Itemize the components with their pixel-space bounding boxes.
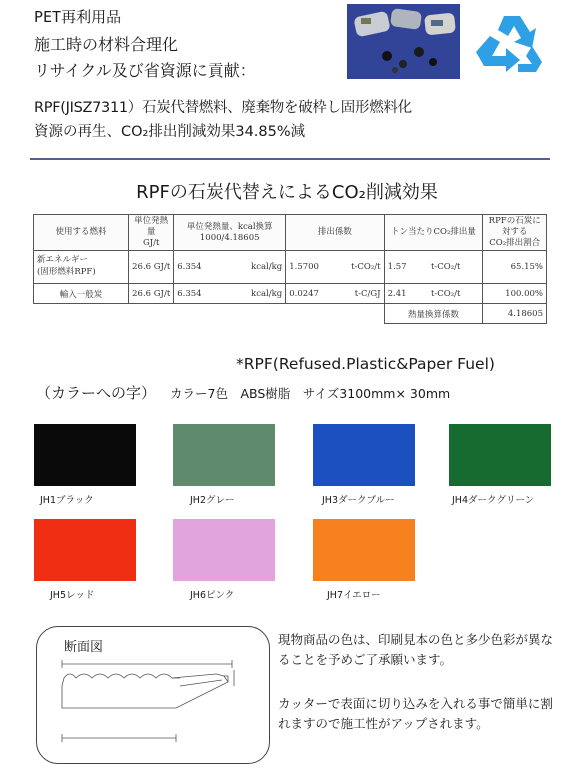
color-spec-detail: カラー7色 ABS樹脂 サイズ3100mm× 30mm	[170, 386, 451, 401]
table-cell: 2.41	[384, 284, 428, 304]
table-blank-cell	[34, 304, 385, 324]
swatch-jh1-black	[34, 424, 136, 486]
table-header-cell: 排出係数	[286, 215, 384, 251]
table-header-cell: 使用する燃料	[34, 215, 129, 251]
swatch-label: JH1ブラック	[40, 495, 94, 506]
table-row	[34, 284, 547, 304]
table-header-cell: トン当たりCO₂排出量	[384, 215, 483, 251]
swatch-jh6-pink	[173, 519, 275, 581]
cross-section-title: 断面図	[64, 640, 104, 655]
section-divider	[30, 158, 550, 160]
intro-line-5: 資源の再生、CO₂排出削減効果34.85%減	[34, 124, 306, 140]
swatch-jh7-yellow	[313, 519, 415, 581]
color-disclaimer: 現物商品の色は、印刷見本の色と多少色彩が異なることを予めご了承願います。	[278, 632, 554, 667]
swatch-label: JH3ダークブルー	[322, 495, 395, 506]
swatch-label: JH2グレー	[190, 495, 235, 506]
table-header-cell: RPFの石炭に対する CO₂排出割合	[483, 215, 547, 251]
table-cell: kcal/kg	[216, 251, 285, 284]
table-cell: t-CO₂/t	[428, 251, 483, 284]
table-cell: 65.15%	[483, 251, 547, 284]
table-footer-label: 熱量換算係数	[384, 304, 483, 324]
recycle-icon	[470, 10, 554, 80]
table-header-cell: 単位発熱量 GJ/t	[129, 215, 174, 251]
table-header-row	[34, 215, 547, 251]
swatch-label: JH6ピンク	[190, 590, 235, 601]
intro-line-4: RPF(JISZ7311）石炭代替燃料、廃棄物を破枠し固形燃料化	[34, 100, 412, 116]
table-cell: 6.354	[174, 284, 217, 304]
table-cell: 新エネルギー (固形燃料RPF)	[34, 251, 129, 284]
table-cell: 1.57	[384, 251, 428, 284]
table-cell: 0.0247	[286, 284, 330, 304]
swatch-label: JH7イエロー	[327, 590, 381, 601]
color-spec-title: （カラーへの字）	[36, 384, 157, 402]
table-footer-row	[34, 304, 547, 324]
swatch-label: JH5レッド	[50, 590, 95, 601]
co2-table	[33, 214, 547, 324]
table-header-cell: 単位発熱量、kcal換算 1000/4.18605	[174, 215, 286, 251]
table-cell: t-C/GJ	[330, 284, 385, 304]
intro-line-3: リサイクル及び省資源に貢献：	[34, 61, 256, 80]
table-cell: 6.354	[174, 251, 217, 284]
cutting-note: カッターで表面に切り込みを入れる事で簡単に割れますので施工性がアップされます。	[278, 696, 553, 731]
table-cell: 1.5700	[286, 251, 330, 284]
cross-section-diagram	[56, 656, 252, 748]
table-cell: 100.00%	[483, 284, 547, 304]
table-cell: t-CO₂/t	[428, 284, 483, 304]
swatch-jh2-gray	[173, 424, 275, 486]
swatch-jh4-darkgreen	[449, 424, 551, 486]
table-cell: 輸入一般炭	[34, 284, 129, 304]
swatch-jh3-darkblue	[313, 424, 415, 486]
product-photo	[347, 4, 460, 79]
swatch-label: JH4ダークグリーン	[452, 495, 535, 506]
table-cell: 26.6 GJ/t	[129, 284, 174, 304]
table-cell: 26.6 GJ/t	[129, 251, 174, 284]
table-row	[34, 251, 547, 284]
rpf-footnote: *RPF(Refused.Plastic&Paper Fuel)	[236, 355, 495, 373]
swatch-jh5-red	[34, 519, 136, 581]
table-cell: t-CO₂/t	[330, 251, 385, 284]
table-footer-value: 4.18605	[483, 304, 547, 324]
color-spec-line	[36, 382, 450, 403]
table-title: RPFの石炭代替えによるCO₂削減効果	[136, 182, 438, 203]
intro-line-1: PET再利用品	[34, 8, 122, 26]
table-cell: kcal/kg	[216, 284, 285, 304]
intro-line-2: 施工時の材料合理化	[34, 35, 179, 54]
